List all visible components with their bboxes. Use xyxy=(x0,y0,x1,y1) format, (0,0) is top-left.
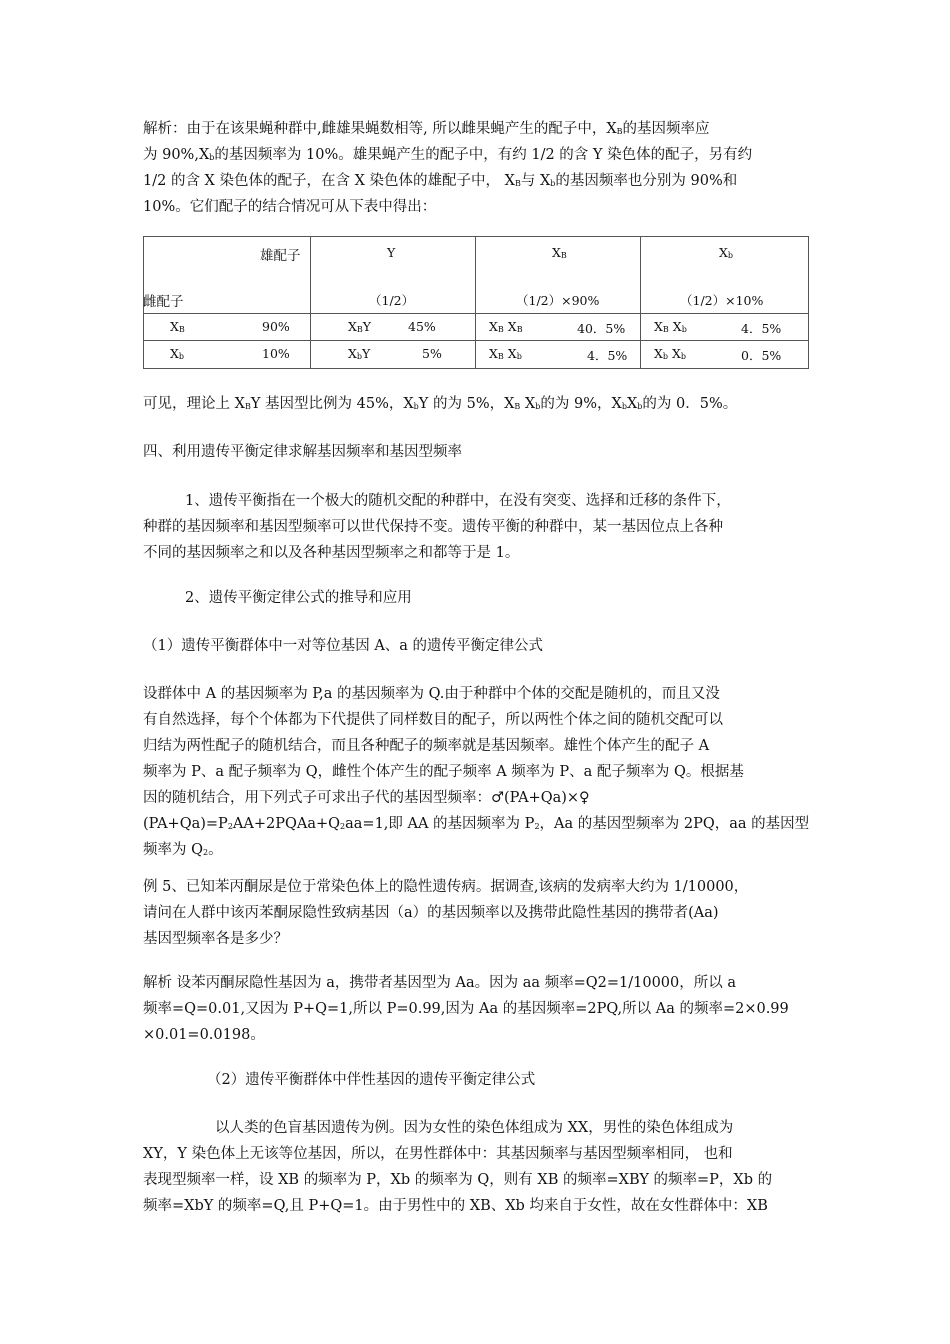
subscript: B xyxy=(616,127,623,136)
text-run: 1/2 的含 X 染色体的配子，在含 X 染色体的雄配子中， X xyxy=(143,173,515,189)
text-run: 。 xyxy=(208,842,223,858)
text-run: X xyxy=(654,346,663,361)
subscript: b xyxy=(680,352,687,361)
row2-cell-xb xyxy=(489,346,522,361)
text-line: 基因型频率各是多少？ xyxy=(143,931,288,947)
subsection-2-1-heading xyxy=(143,633,811,659)
text-run: 的为 0．5%。 xyxy=(642,396,738,412)
row2-cell-y-value: 5% xyxy=(422,346,442,361)
paragraph-2 xyxy=(143,681,811,863)
text-run: 的基因频率为 10%。雄果蝇产生的配子中，有约 1/2 的含 Y 染色体的配子，另有约 xyxy=(214,147,753,163)
text-line: 归结为两性配子的随机结合，而且各种配子的频率就是基因频率。雄性个体产生的配子 A xyxy=(143,738,710,754)
text-line: ×0.01=0.0198。 xyxy=(143,1027,265,1043)
subscript: b xyxy=(356,352,363,361)
subscript: b xyxy=(209,153,215,162)
intro-line-4: 10%。它们配子的结合情况可从下表中得出： xyxy=(143,199,437,215)
text-line xyxy=(143,811,811,837)
text-run: X xyxy=(170,346,179,361)
text-run: X xyxy=(348,346,357,361)
text-run: X xyxy=(672,319,682,334)
text-run: Y xyxy=(362,319,372,334)
subscript: b xyxy=(727,251,734,260)
row2-cell-xsmallb xyxy=(654,346,686,361)
text-run: X xyxy=(672,346,681,361)
heading-text: （2）遗传平衡群体中伴性基因的遗传平衡定律公式 xyxy=(207,1072,536,1088)
row1-cell-xb-value: 40．5% xyxy=(577,321,626,336)
text-run: X xyxy=(348,319,357,334)
table-divider xyxy=(310,236,311,369)
header-xsmallb xyxy=(719,245,733,260)
subscript: 2 xyxy=(227,822,233,831)
text-line: 不同的基因频率之和以及各种基因型频率之和都等于是 1。 xyxy=(143,545,520,561)
row2-female-freq: 10% xyxy=(262,346,290,361)
intro-line-1 xyxy=(143,116,811,142)
row2-cell-xb-value: 4．5% xyxy=(587,348,628,363)
text-run: Y xyxy=(362,346,371,361)
text-run: 的基因频率也分别为 90%和 xyxy=(555,173,738,189)
text-run: X xyxy=(507,319,517,334)
row1-cell-xb xyxy=(489,319,523,334)
text-run: Y 基因型比例为 45%，X xyxy=(250,396,414,412)
text-run: X xyxy=(719,245,728,260)
row1-female-freq: 90% xyxy=(262,319,290,334)
row1-female-gamete xyxy=(170,319,185,334)
text-run: X xyxy=(626,396,638,412)
row1-cell-xsmallb-value: 4．5% xyxy=(741,321,782,336)
text-run: Y 的为 5%，X xyxy=(418,396,515,412)
header-y: Y xyxy=(387,245,396,260)
text-run: X xyxy=(489,319,498,334)
subsection-2-2-heading xyxy=(143,1067,811,1093)
subscript: b xyxy=(681,325,687,334)
text-run: X xyxy=(520,396,536,412)
conclusion-line xyxy=(143,391,811,417)
text-line: 例 5、已知苯丙酮尿是位于常染色体上的隐性遗传病。据调查,该病的发病率大约为 1/10000， xyxy=(143,879,749,895)
table-divider xyxy=(143,340,809,341)
text-run: X xyxy=(507,346,517,361)
subscript: B xyxy=(356,325,363,334)
header-xb-fraction: （1/2）×90% xyxy=(516,293,600,308)
heading-text: （1）遗传平衡群体中一对等位基因 A、a 的遗传平衡定律公式 xyxy=(143,638,544,654)
text-line: 表现型频率一样，设 XB 的频率为 P，Xb 的频率为 Q，则有 XB 的频率=XBY 的频率=P，Xb 的 xyxy=(143,1172,773,1188)
heading-text: 四、利用遗传平衡定律求解基因频率和基因型频率 xyxy=(143,444,462,460)
text-run: 与 X xyxy=(520,173,551,189)
subscript: b xyxy=(535,402,541,411)
subscript: B xyxy=(514,402,521,411)
text-run: 解析：由于在该果蝇种群中,雌雄果蝇数相等, 所以雌果蝇产生的配子中，X xyxy=(143,121,617,137)
text-line: 设群体中 A 的基因频率为 P,a 的基因频率为 Q.由于种群中个体的交配是随机的，而且又没 xyxy=(143,686,720,702)
text-run: X xyxy=(489,346,498,361)
table-divider xyxy=(475,236,476,369)
text-line xyxy=(143,837,811,863)
text-line: 种群的基因频率和基因型频率可以世代保持不变。遗传平衡的种群中，某一基因位点上各种 xyxy=(143,519,723,535)
text-run: AA+2PQAa+Q xyxy=(232,816,341,832)
subscript: b xyxy=(550,179,556,188)
text-line: 因的随机结合，用下列式子可求出子代的基因型频率：♂(PA+Qa)×♀ xyxy=(143,790,590,806)
text-run: X xyxy=(170,319,179,334)
text-line xyxy=(143,391,811,417)
text-run: X xyxy=(552,245,561,260)
subscript: 2 xyxy=(203,848,209,857)
subscript: B xyxy=(497,325,504,334)
gamete-table xyxy=(143,236,809,369)
paragraph-1 xyxy=(143,488,811,566)
subscript: 2 xyxy=(340,822,346,831)
subscript: b xyxy=(621,402,627,411)
row1-cell-xsmallb xyxy=(654,319,687,334)
text-line: 1、遗传平衡指在一个极大的随机交配的种群中，在没有突变、选择和迁移的条件下， xyxy=(185,493,731,509)
text-run: aa=1,即 AA 的基因频率为 P xyxy=(345,816,535,832)
section-4-heading xyxy=(143,439,811,465)
corner-male-label: 雄配子 xyxy=(260,248,301,264)
text-run: 的为 9%，X xyxy=(540,396,622,412)
subsection-2-heading xyxy=(143,585,811,611)
intro-paragraph xyxy=(143,116,811,220)
text-run: X xyxy=(654,319,663,334)
subscript: B xyxy=(178,325,185,334)
text-run: 为 90%,X xyxy=(143,147,210,163)
corner-female-label: 雌配子 xyxy=(143,294,184,310)
text-line: XY，Y 染色体上无该等位基因，所以，在男性群体中：其基因频率与基因型频率相同， 也和 xyxy=(143,1146,733,1162)
table-divider xyxy=(143,313,809,314)
row2-cell-xsmallb-value: 0．5% xyxy=(741,348,782,363)
text-line: 以人类的色盲基因遗传为例。因为女性的染色体组成为 XX，男性的染色体组成为 xyxy=(215,1120,734,1136)
text-run: 的基因频率应 xyxy=(622,121,710,137)
text-line: 请问在人群中该丙苯酮尿隐性致病基因（a）的基因频率以及携带此隐性基因的携带者(Aa) xyxy=(143,905,719,921)
subscript: b xyxy=(178,352,185,361)
text-run: ，Aa 的基因型频率为 2PQ，aa 的基因型 xyxy=(539,816,810,832)
subscript: B xyxy=(514,179,521,188)
subscript: 2 xyxy=(534,822,540,831)
header-y-fraction: （1/2） xyxy=(369,293,415,308)
text-run: 可见，理论上 X xyxy=(143,396,245,412)
subscript: B xyxy=(497,352,504,361)
row2-cell-y xyxy=(348,346,370,361)
subscript: B xyxy=(516,325,523,334)
subscript: b xyxy=(637,402,643,411)
text-line: 频率为 P、a 配子频率为 Q，雌性个体产生的配子频率 A 频率为 P、a 配子频率为 Q。根据基 xyxy=(143,764,744,780)
row2-female-gamete xyxy=(170,346,184,361)
row1-cell-y xyxy=(348,319,371,334)
intro-line-3 xyxy=(143,168,811,194)
header-xsmallb-fraction: （1/2）×10% xyxy=(680,293,764,308)
subscript: B xyxy=(560,251,567,260)
subscript: B xyxy=(662,325,669,334)
text-line: 解析 设苯丙酮尿隐性基因为 a，携带者基因型为 Aa。因为 aa 频率=Q2=1/10000，所以 a xyxy=(143,975,736,991)
intro-line-2 xyxy=(143,142,811,168)
paragraph-3 xyxy=(143,1115,811,1219)
subscript: B xyxy=(244,402,251,411)
text-line: 频率=Q=0.01,又因为 P+Q=1,所以 P=0.99,因为 Aa 的基因频率=2PQ,所以 Aa 的频率=2×0.99 xyxy=(143,1001,789,1017)
header-xb xyxy=(552,245,567,260)
subscript: b xyxy=(662,352,669,361)
heading-text: 2、遗传平衡定律公式的推导和应用 xyxy=(185,590,412,606)
table-divider xyxy=(640,236,641,369)
text-line: 频率=XbY 的频率=Q,且 P+Q=1。由于男性中的 XB、Xb 均来自于女性，故在女性群体中：XB xyxy=(143,1198,768,1214)
example-5 xyxy=(143,874,811,952)
text-run: (PA+Qa)=P xyxy=(143,816,228,832)
row1-cell-y-value: 45% xyxy=(408,319,436,334)
text-run: 频率为 Q xyxy=(143,842,203,858)
subscript: b xyxy=(516,352,522,361)
text-line: 有自然选择，每个个体都为下代提供了同样数目的配子，所以两性个体之间的随机交配可以 xyxy=(143,712,723,728)
subscript: b xyxy=(413,402,419,411)
analysis xyxy=(143,970,811,1048)
